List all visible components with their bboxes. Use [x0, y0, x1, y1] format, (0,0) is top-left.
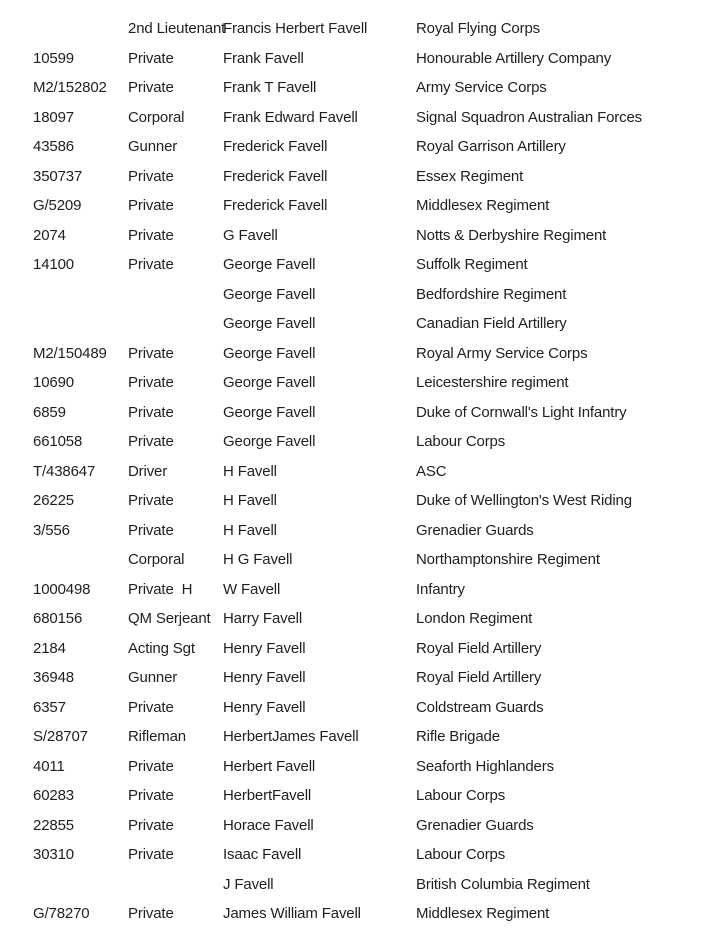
- table-row: [0, 44, 720, 74]
- regiment-cell: Infantry: [416, 580, 465, 598]
- regiment-cell: Essex Regiment: [416, 167, 524, 185]
- regiment-cell: Duke of Cornwall's Light Infantry: [416, 403, 627, 421]
- service-number-cell: 43586: [33, 138, 74, 155]
- table-row: [0, 280, 720, 310]
- rank-cell: Corporal: [128, 108, 185, 126]
- name-cell: Frank T Favell: [223, 79, 317, 96]
- rank-cell: Private: [128, 787, 174, 804]
- service-number-cell: 14100: [33, 256, 74, 273]
- table-row: [0, 663, 720, 693]
- name-cell: H Favell: [223, 521, 277, 539]
- service-number-cell: S/28707: [33, 728, 88, 745]
- table-row: [0, 604, 720, 634]
- service-number-cell: 6357: [33, 698, 66, 716]
- regiment-cell: British Columbia Regiment: [416, 875, 590, 893]
- service-number-cell: 6859: [33, 403, 66, 421]
- rank-cell: Gunner: [128, 669, 178, 686]
- name-cell: Henry Favell: [223, 669, 306, 686]
- service-number-cell: 2184: [33, 639, 66, 657]
- regiment-cell: Suffolk Regiment: [416, 256, 528, 273]
- table-row: [0, 221, 720, 251]
- table-row: [0, 191, 720, 221]
- regiment-cell: Royal Field Artillery: [416, 669, 542, 686]
- table-row: [0, 722, 720, 752]
- table-row: [0, 781, 720, 811]
- service-number-cell: 680156: [33, 610, 83, 627]
- service-number-cell: 26225: [33, 492, 74, 509]
- rank-cell: Private: [128, 698, 174, 716]
- regiment-cell: Labour Corps: [416, 433, 506, 450]
- regiment-cell: Rifle Brigade: [416, 728, 500, 745]
- rank-cell: Private: [128, 167, 174, 185]
- rank-cell: Private: [128, 79, 174, 96]
- name-cell: George Favell: [223, 315, 316, 332]
- table-row: [0, 457, 720, 487]
- table-row: [0, 752, 720, 782]
- service-number-cell: 60283: [33, 787, 74, 804]
- table-row: [0, 634, 720, 664]
- name-cell: Francis Herbert Favell: [223, 20, 368, 37]
- name-cell: James William Favell: [223, 905, 361, 922]
- name-cell: George Favell: [223, 403, 316, 421]
- service-number-cell: T/438647: [33, 462, 96, 480]
- rank-cell: Private: [128, 905, 174, 922]
- regiment-cell: Seaforth Highlanders: [416, 757, 554, 775]
- rank-cell: Private: [128, 816, 174, 834]
- rank-cell: Private: [128, 846, 174, 863]
- name-cell: George Favell: [223, 256, 316, 273]
- name-cell: H G Favell: [223, 551, 293, 568]
- service-number-cell: 350737: [33, 167, 83, 185]
- name-cell: HerbertJames Favell: [223, 728, 359, 745]
- service-number-cell: 2074: [33, 226, 66, 244]
- table-row: [0, 870, 720, 900]
- regiment-cell: London Regiment: [416, 610, 533, 627]
- table-row: [0, 693, 720, 723]
- table-row: [0, 14, 720, 44]
- name-cell: Frederick Favell: [223, 138, 328, 155]
- regiment-cell: Notts & Derbyshire Regiment: [416, 226, 607, 244]
- table-row: [0, 899, 720, 929]
- table-row: [0, 309, 720, 339]
- rank-cell: Corporal: [128, 551, 185, 568]
- table-row: [0, 250, 720, 280]
- name-cell: Frederick Favell: [223, 167, 328, 185]
- name-cell: G Favell: [223, 226, 278, 244]
- name-cell: W Favell: [223, 580, 281, 598]
- name-cell: HerbertFavell: [223, 787, 312, 804]
- table-row: [0, 132, 720, 162]
- name-cell: George Favell: [223, 374, 316, 391]
- regiment-cell: Royal Army Service Corps: [416, 344, 588, 362]
- table-row: [0, 398, 720, 428]
- name-cell: Henry Favell: [223, 639, 306, 657]
- table-row: [0, 575, 720, 605]
- name-cell: Herbert Favell: [223, 757, 316, 775]
- rank-cell: Driver: [128, 462, 168, 480]
- rank-cell: Private: [128, 433, 174, 450]
- table-row: [0, 840, 720, 870]
- service-number-cell: 10690: [33, 374, 74, 391]
- regiment-cell: Royal Garrison Artillery: [416, 138, 566, 155]
- regiment-cell: Bedfordshire Regiment: [416, 285, 567, 303]
- table-row: [0, 427, 720, 457]
- name-cell: J Favell: [223, 875, 274, 893]
- regiment-cell: Coldstream Guards: [416, 698, 544, 716]
- name-cell: Frank Favell: [223, 49, 304, 67]
- table-row: [0, 339, 720, 369]
- regiment-cell: ASC: [416, 462, 447, 480]
- name-cell: Frederick Favell: [223, 197, 328, 214]
- name-cell: H Favell: [223, 492, 277, 509]
- service-number-cell: M2/150489: [33, 344, 107, 362]
- name-cell: George Favell: [223, 433, 316, 450]
- service-number-cell: 10599: [33, 49, 74, 67]
- service-number-cell: 18097: [33, 108, 74, 126]
- service-number-cell: M2/152802: [33, 79, 107, 96]
- regiment-cell: Honourable Artillery Company: [416, 49, 612, 67]
- rank-cell: Private H: [128, 580, 193, 598]
- rank-cell: Private: [128, 757, 174, 775]
- regiment-cell: Army Service Corps: [416, 79, 547, 96]
- service-number-cell: 30310: [33, 846, 74, 863]
- name-cell: Frank Edward Favell: [223, 108, 358, 126]
- regiment-cell: Middlesex Regiment: [416, 197, 550, 214]
- service-number-cell: 22855: [33, 816, 74, 834]
- rank-cell: Private: [128, 226, 174, 244]
- rank-cell: Private: [128, 197, 174, 214]
- rank-cell: Private: [128, 49, 174, 67]
- name-cell: George Favell: [223, 344, 316, 362]
- rank-cell: Rifleman: [128, 728, 186, 745]
- table-row: [0, 103, 720, 133]
- service-records-table: [0, 14, 720, 929]
- table-row: [0, 162, 720, 192]
- rank-cell: Private: [128, 374, 174, 391]
- service-number-cell: G/78270: [33, 905, 90, 922]
- rank-cell: Private: [128, 492, 174, 509]
- name-cell: Henry Favell: [223, 698, 306, 716]
- rank-cell: Private: [128, 344, 174, 362]
- name-cell: Isaac Favell: [223, 846, 302, 863]
- rank-cell: 2nd Lieutenant: [128, 20, 226, 37]
- table-row: [0, 73, 720, 103]
- regiment-cell: Labour Corps: [416, 846, 506, 863]
- regiment-cell: Northamptonshire Regiment: [416, 551, 600, 568]
- rank-cell: QM Serjeant: [128, 610, 211, 627]
- table-row: [0, 516, 720, 546]
- service-number-cell: G/5209: [33, 197, 82, 214]
- service-number-cell: 661058: [33, 433, 83, 450]
- service-number-cell: 3/556: [33, 521, 70, 539]
- table-row: [0, 545, 720, 575]
- regiment-cell: Duke of Wellington's West Riding: [416, 492, 632, 509]
- rank-cell: Private: [128, 521, 174, 539]
- regiment-cell: Grenadier Guards: [416, 816, 534, 834]
- table-row: [0, 486, 720, 516]
- table-row: [0, 368, 720, 398]
- regiment-cell: Middlesex Regiment: [416, 905, 550, 922]
- name-cell: George Favell: [223, 285, 316, 303]
- rank-cell: Acting Sgt: [128, 639, 195, 657]
- rank-cell: Private: [128, 403, 174, 421]
- name-cell: Harry Favell: [223, 610, 303, 627]
- service-number-cell: 1000498: [33, 580, 91, 598]
- regiment-cell: Royal Field Artillery: [416, 639, 542, 657]
- regiment-cell: Grenadier Guards: [416, 521, 534, 539]
- regiment-cell: Royal Flying Corps: [416, 20, 541, 37]
- name-cell: Horace Favell: [223, 816, 314, 834]
- service-number-cell: 4011: [33, 757, 65, 775]
- rank-cell: Gunner: [128, 138, 178, 155]
- service-number-cell: 36948: [33, 669, 74, 686]
- regiment-cell: Canadian Field Artillery: [416, 315, 567, 332]
- rank-cell: Private: [128, 256, 174, 273]
- regiment-cell: Labour Corps: [416, 787, 506, 804]
- regiment-cell: Leicestershire regiment: [416, 374, 569, 391]
- table-row: [0, 811, 720, 841]
- regiment-cell: Signal Squadron Australian Forces: [416, 108, 643, 126]
- name-cell: H Favell: [223, 462, 277, 480]
